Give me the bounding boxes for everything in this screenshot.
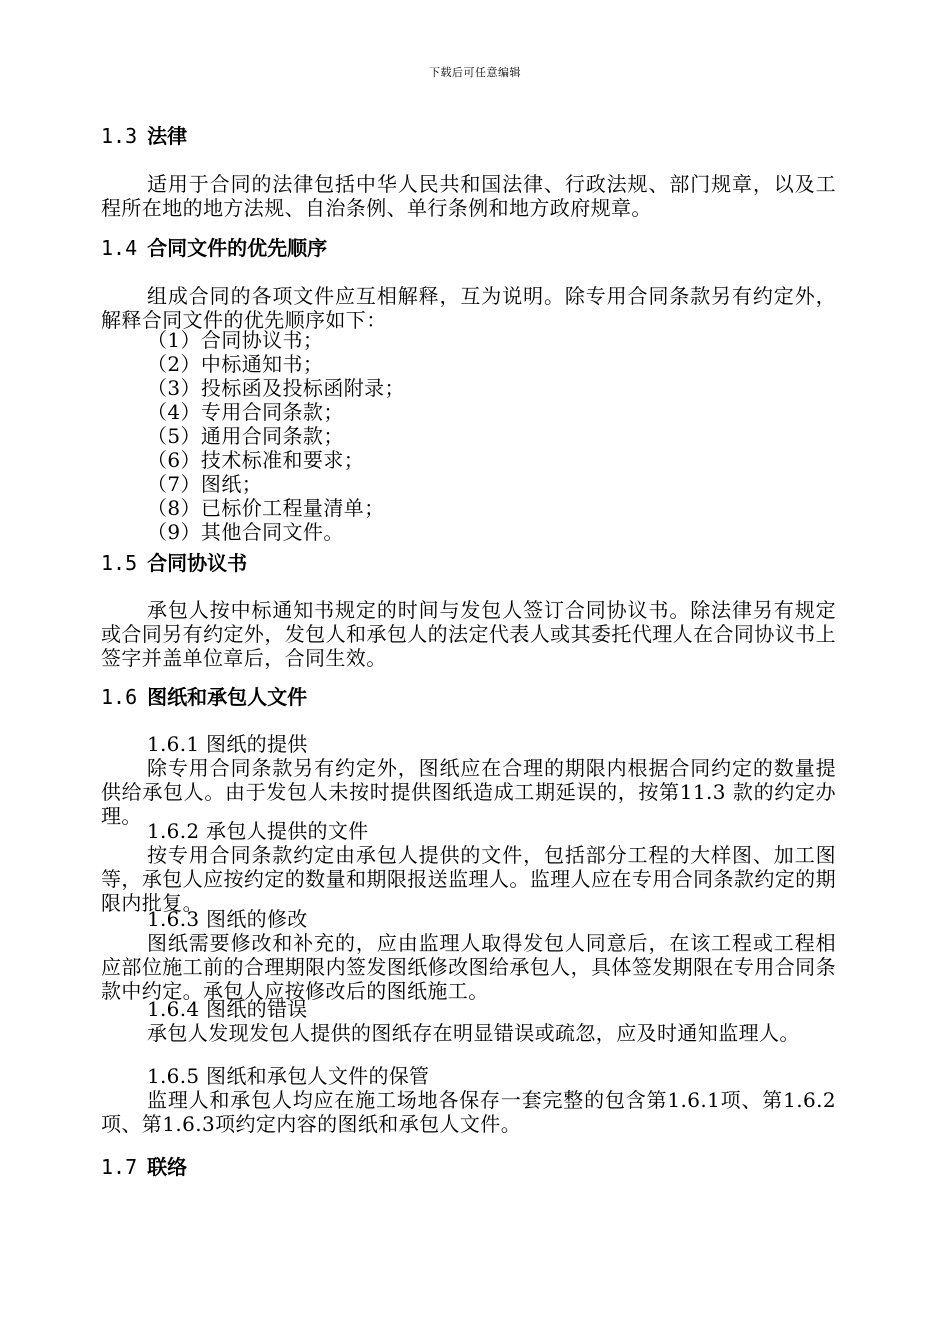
subsection-title: 1.6.5 图纸和承包人文件的保管 [147, 1064, 430, 1088]
list-item: （3）投标函及投标函附录； [147, 376, 405, 400]
section-number: 1.6 [101, 685, 138, 709]
subsection-body: 按专用合同条款约定由承包人提供的文件，包括部分工程的大样图、加工图等，承包人应按约定的数量和期限报送监理人。监理人应在专用合同条款约定的期限内批复。 [101, 843, 836, 915]
section-paragraph-1-5: 承包人按中标通知书规定的时间与发包人签订合同协议书。除法律另有规定或合同另有约定外，发包人和承包人的法定代表人或其委托代理人在合同协议书上签字并盖单位章后，合同生效。 [101, 598, 836, 670]
subsection-body: 监理人和承包人均应在施工场地各保存一套完整的包含第1.6.1项、第1.6.2项、第1.6.3项约定内容的图纸和承包人文件。 [101, 1088, 836, 1136]
section-title: 合同协议书 [147, 551, 248, 575]
list-item: （2）中标通知书； [147, 352, 324, 376]
section-heading-1-6 [101, 685, 307, 709]
section-number: 1.5 [101, 551, 138, 575]
list-item: （1）合同协议书； [147, 328, 324, 352]
section-heading-1-4 [101, 236, 327, 260]
priority-list [101, 328, 405, 544]
section-heading-1-5 [101, 551, 247, 575]
section-title: 联络 [147, 1155, 188, 1179]
subsection-title: 1.6.1 图纸的提供 [147, 732, 308, 756]
subsection-body: 除专用合同条款另有约定外，图纸应在合理的期限内根据合同约定的数量提供给承包人。由于发包人未按时提供图纸造成工期延误的，按第11.3 款的约定办理。 [101, 756, 836, 828]
section-number: 1.3 [101, 124, 138, 148]
section-paragraph-1-3: 适用于合同的法律包括中华人民共和国法律、行政法规、部门规章，以及工程所在地的地方法规、自治条例、单行条例和地方政府规章。 [101, 172, 836, 220]
list-item: （5）通用合同条款； [147, 424, 344, 448]
subsection-1-6-3 [101, 907, 836, 1003]
list-item: （9）其他合同文件。 [147, 520, 344, 544]
subsection-title: 1.6.3 图纸的修改 [147, 907, 308, 931]
subsection-1-6-5 [101, 1064, 836, 1136]
section-number: 1.7 [101, 1155, 138, 1179]
subsection-title: 1.6.4 图纸的错误 [147, 997, 308, 1021]
section-number: 1.4 [101, 236, 138, 260]
section-title: 图纸和承包人文件 [147, 685, 308, 709]
subsection-body: 图纸需要修改和补充的，应由监理人取得发包人同意后，在该工程或工程相应部位施工前的合理期限内签发图纸修改图给承包人，具体签发期限在专用合同条款中约定。承包人应按修改后的图纸施工。 [101, 931, 836, 1003]
subsection-1-6-1 [101, 732, 836, 828]
list-item: （7）图纸； [147, 472, 263, 496]
section-paragraph-1-4: 组成合同的各项文件应互相解释，互为说明。除专用合同条款另有约定外，解释合同文件的优先顺序如下： [101, 284, 836, 332]
subsection-body: 承包人发现发包人提供的图纸存在明显错误或疏忽，应及时通知监理人。 [147, 1021, 800, 1045]
section-title: 法律 [147, 124, 188, 148]
subsection-1-6-2 [101, 819, 836, 915]
subsection-title: 1.6.2 承包人提供的文件 [147, 819, 369, 843]
list-item: （6）技术标准和要求； [147, 448, 365, 472]
header-note: 下载后可任意编辑 [429, 66, 521, 79]
section-heading-1-3 [101, 124, 187, 148]
section-heading-1-7 [101, 1155, 187, 1179]
list-item: （8）已标价工程量清单； [147, 496, 385, 520]
section-title: 合同文件的优先顺序 [147, 236, 328, 260]
subsection-1-6-4 [101, 997, 836, 1045]
list-item: （4）专用合同条款； [147, 400, 344, 424]
